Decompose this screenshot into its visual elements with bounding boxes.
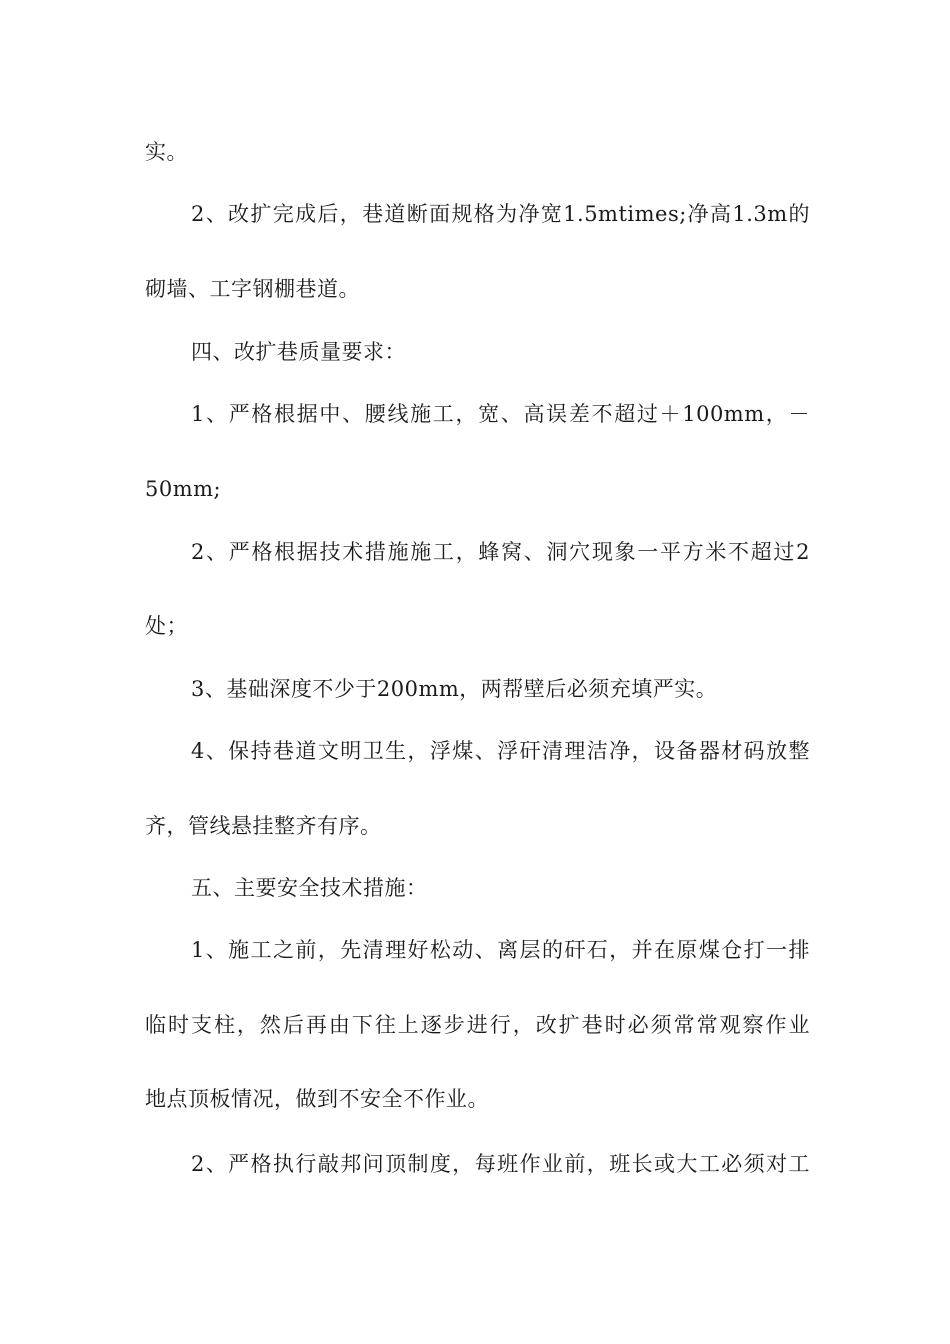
text-line-16: 2、严格执行敲邦问顶制度，每班作业前，班长或大工必须对工: [191, 1152, 810, 1176]
section-heading-4: 四、改扩巷质量要求：: [191, 340, 406, 364]
text-line-5: 1、严格根据中、腰线施工，宽、高误差不超过＋100mm，－: [191, 402, 810, 426]
text-line-11: 齐，管线悬挂整齐有序。: [145, 814, 382, 838]
section-heading-5: 五、主要安全技术措施：: [191, 876, 428, 900]
text-line-13: 1、施工之前，先清理好松动、离层的矸石，并在原煤仓打一排: [191, 938, 810, 962]
text-line-8: 处；: [145, 614, 188, 638]
text-line-14: 临时支柱，然后再由下往上逐步进行，改扩巷时必须常常观察作业: [145, 1013, 810, 1037]
text-line-7: 2、严格根据技术措施施工，蜂窝、洞穴现象一平方米不超过2: [191, 540, 810, 564]
text-line-6: 50mm;: [145, 477, 222, 501]
text-line-10: 4、保持巷道文明卫生，浮煤、浮矸清理洁净，设备器材码放整: [191, 739, 810, 763]
text-line-1: 实。: [145, 140, 188, 164]
text-line-15: 地点顶板情况，做到不安全不作业。: [145, 1087, 489, 1111]
text-line-9: 3、基础深度不少于200mm，两帮壁后必须充填严实。: [191, 677, 718, 701]
text-line-3: 砌墙、工字钢棚巷道。: [145, 277, 360, 301]
text-line-2: 2、改扩完成后，巷道断面规格为净宽1.5mtimes;净高1.3m的: [191, 202, 810, 226]
